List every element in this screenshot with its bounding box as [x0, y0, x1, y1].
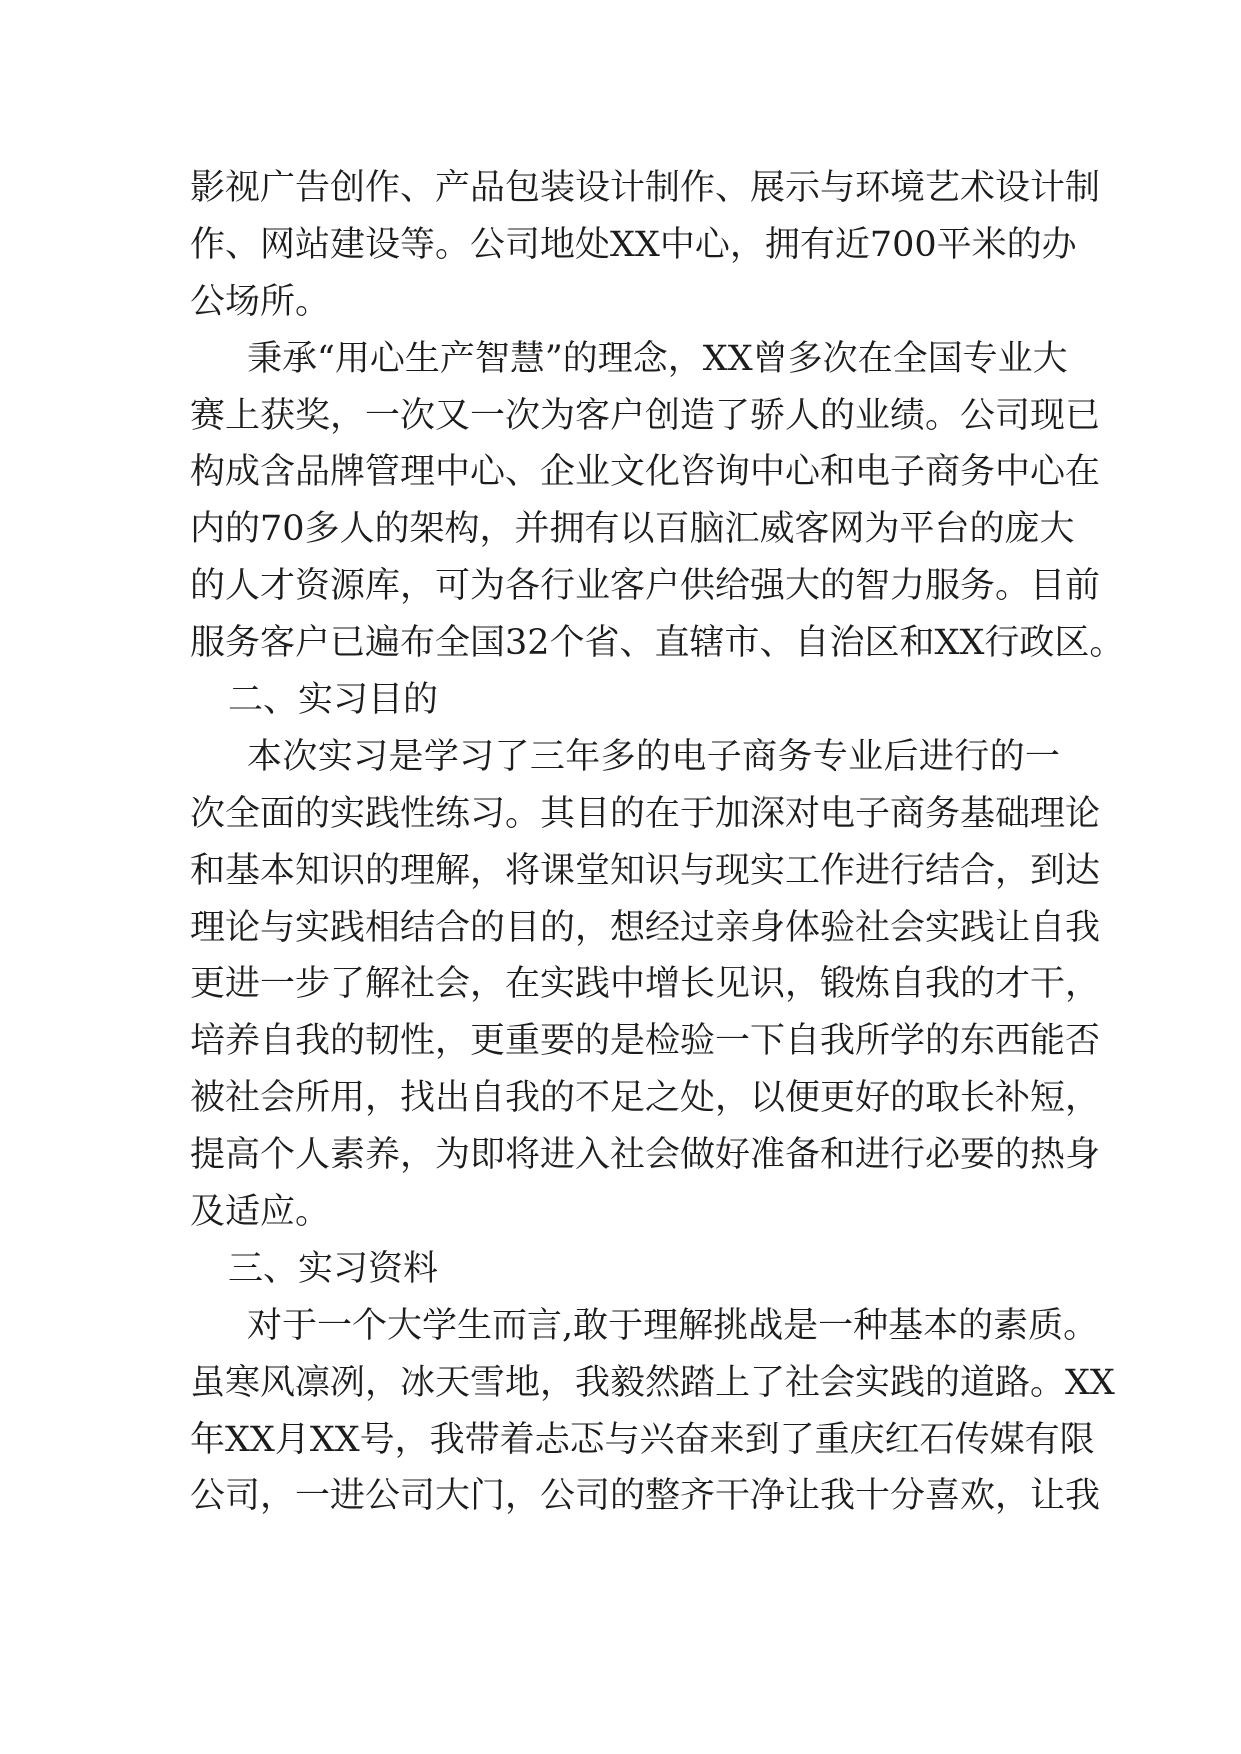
paragraph-line: 内的70多人的架构，并拥有以百脑汇威客网为平台的庞大 — [190, 509, 1075, 550]
paragraph-line: 更进一步了解社会，在实践中增长见识，锻炼自我的才干， — [190, 964, 1101, 1005]
paragraph-line: 构成含品牌管理中心、企业文化咨询中心和电子商务中心在 — [190, 452, 1101, 493]
paragraph-line: 理论与实践相结合的目的，想经过亲身体验社会实践让自我 — [190, 907, 1101, 948]
paragraph-line: 提高个人素养，为即将进入社会做好准备和进行必要的热身 — [190, 1135, 1101, 1176]
paragraph-line: 及适应。 — [190, 1192, 331, 1233]
paragraph-line: 和基本知识的理解，将课堂知识与现实工作进行结合，到达 — [190, 850, 1101, 891]
paragraph-line: 对于一个大学生而言,敢于理解挑战是一种基本的素质。 — [247, 1305, 1099, 1346]
paragraph-line: 虽寒风凛冽，冰天雪地，我毅然踏上了社会实践的道路。XX — [190, 1362, 1115, 1403]
paragraph-line: 被社会所用，找出自我的不足之处，以便更好的取长补短， — [190, 1078, 1101, 1119]
paragraph-line: 秉承“用心生产智慧”的理念，XX曾多次在全国专业大 — [247, 338, 1068, 379]
paragraph-line: 次全面的实践性练习。其目的在于加深对电子商务基础理论 — [190, 793, 1101, 834]
paragraph-line: 本次实习是学习了三年多的电子商务专业后进行的一 — [247, 736, 1060, 777]
paragraph-line: 培养自我的韧性，更重要的是检验一下自我所学的东西能否 — [190, 1021, 1101, 1062]
paragraph-line: 的人才资源库，可为各行业客户供给强大的智力服务。目前 — [190, 566, 1101, 607]
section-heading: 二、实习目的 — [228, 680, 439, 721]
paragraph-line: 年XX月XX号，我带着忐忑与兴奋来到了重庆红石传媒有限 — [190, 1419, 1095, 1460]
paragraph-line: 赛上获奖，一次又一次为客户创造了骄人的业绩。公司现已 — [190, 395, 1101, 436]
paragraph-line: 公场所。 — [190, 281, 331, 322]
document-body — [190, 160, 1125, 1525]
paragraph-line: 服务客户已遍布全国32个省、直辖市、自治区和XX行政区。 — [190, 623, 1125, 664]
paragraph-line: 影视广告创作、产品包装设计制作、展示与环境艺术设计制 — [190, 168, 1101, 208]
section-heading: 三、实习资料 — [228, 1248, 439, 1289]
paragraph-line: 公司，一进公司大门，公司的整齐干净让我十分喜欢，让我 — [190, 1476, 1101, 1517]
paragraph-line: 作、网站建设等。公司地处XX中心，拥有近700平米的办 — [190, 224, 1077, 265]
